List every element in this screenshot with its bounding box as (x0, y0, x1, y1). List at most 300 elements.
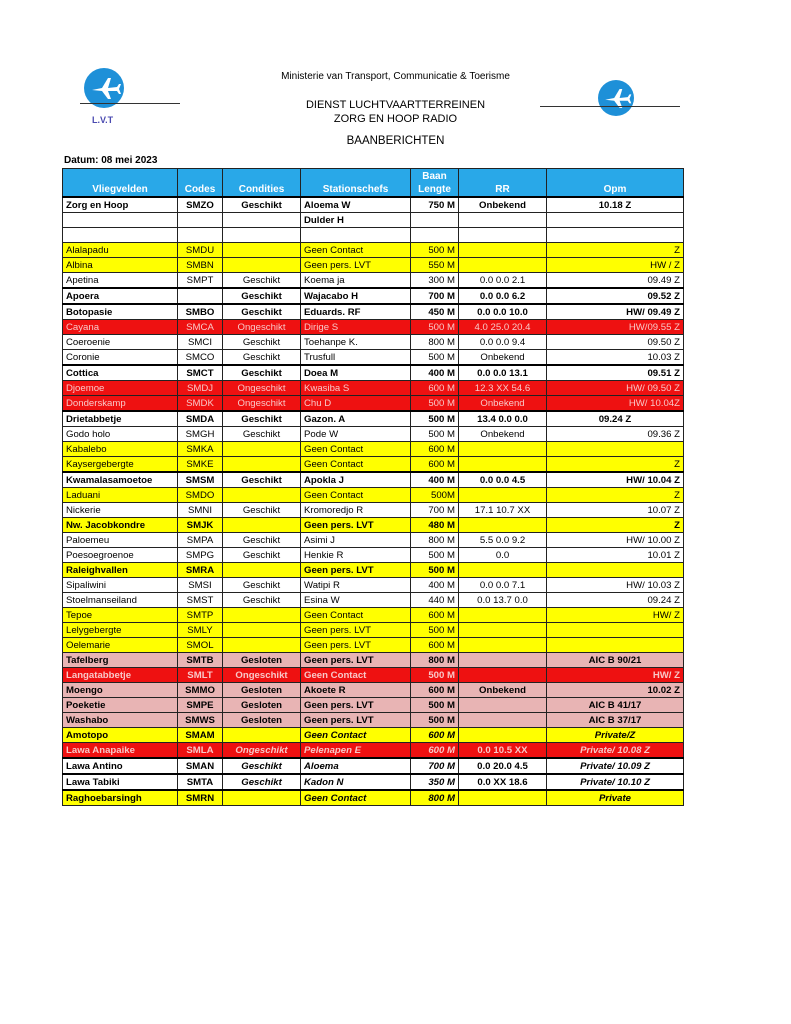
table-row (63, 457, 684, 473)
airfield-code: SMMO (178, 683, 223, 698)
remark: Private/ 10.10 Z (547, 774, 684, 790)
table-row (63, 197, 684, 213)
remark: 09.50 Z (547, 335, 684, 350)
airfield-name: Poeketie (63, 698, 178, 713)
airfield-code: SMDK (178, 396, 223, 412)
airfield-name: Coronie (63, 350, 178, 366)
table-row (63, 713, 684, 728)
airfield-name: Nickerie (63, 503, 178, 518)
airfield-name: Godo holo (63, 427, 178, 442)
station-chef: Asimi J (301, 533, 411, 548)
runway-length: 400 M (411, 472, 459, 488)
remark: AIC B 41/17 (547, 698, 684, 713)
table-row (63, 518, 684, 533)
airfield-name: Apetina (63, 273, 178, 289)
rainfall (459, 608, 547, 623)
remark: Z (547, 243, 684, 258)
condition: Ongeschikt (223, 743, 301, 759)
airfield-name: Raghoebarsingh (63, 790, 178, 806)
runway-length: 800 M (411, 790, 459, 806)
table-row (63, 213, 684, 228)
table-row (63, 668, 684, 683)
remark: AIC B 37/17 (547, 713, 684, 728)
remark: HW/ 10.04Z (547, 396, 684, 412)
table-row (63, 743, 684, 759)
condition: Geschikt (223, 503, 301, 518)
table-row (63, 472, 684, 488)
airfield-name: Washabo (63, 713, 178, 728)
condition (223, 623, 301, 638)
condition (223, 228, 301, 243)
rainfall: 0.0 10.5 XX (459, 743, 547, 759)
station-chef: Dirige S (301, 320, 411, 335)
rainfall: 0.0 (459, 548, 547, 563)
remark: Z (547, 457, 684, 473)
runway-length: 500 M (411, 396, 459, 412)
rainfall (459, 563, 547, 578)
rainfall (459, 698, 547, 713)
runway-length: 500M (411, 488, 459, 503)
page-title: BAANBERICHTEN (346, 135, 445, 147)
runway-length: 400 M (411, 578, 459, 593)
remark: Private (547, 790, 684, 806)
airfield-name: Raleighvallen (63, 563, 178, 578)
remark: 10.18 Z (547, 197, 684, 213)
table-row (63, 698, 684, 713)
condition: Ongeschikt (223, 396, 301, 412)
airfield-code (178, 288, 223, 304)
rainfall: 0.0 20.0 4.5 (459, 758, 547, 774)
rainfall: 0.0 0.0 4.5 (459, 472, 547, 488)
condition (223, 213, 301, 228)
remark: HW/ 10.03 Z (547, 578, 684, 593)
rainfall: Onbekend (459, 350, 547, 366)
airfield-code: SMTP (178, 608, 223, 623)
airfield-code: SMBO (178, 304, 223, 320)
airfield-code: SMSM (178, 472, 223, 488)
remark: Z (547, 488, 684, 503)
remark (547, 623, 684, 638)
rainfall: Onbekend (459, 197, 547, 213)
runway-length: 500 M (411, 548, 459, 563)
rainfall (459, 518, 547, 533)
rainfall: 17.1 10.7 XX (459, 503, 547, 518)
station-chef: Koema ja (301, 273, 411, 289)
runway-length: 600 M (411, 442, 459, 457)
table-row (63, 503, 684, 518)
runway-length: 600 M (411, 381, 459, 396)
rainfall: 12.3 XX 54.6 (459, 381, 547, 396)
rainfall (459, 258, 547, 273)
runway-length (411, 213, 459, 228)
col-header-condities: Condities (223, 183, 301, 197)
airfield-code: SMLT (178, 668, 223, 683)
condition: Ongeschikt (223, 381, 301, 396)
remark: 09.24 Z (547, 593, 684, 608)
rainfall: Onbekend (459, 396, 547, 412)
table-row (63, 381, 684, 396)
station-chef: Geen pers. LVT (301, 518, 411, 533)
station-chef: Pode W (301, 427, 411, 442)
airfield-name: Kabalebo (63, 442, 178, 457)
airfield-name (63, 228, 178, 243)
runway-length: 300 M (411, 273, 459, 289)
airfield-name: Poesoegroenoe (63, 548, 178, 563)
table-row (63, 442, 684, 457)
airfield-name: Laduani (63, 488, 178, 503)
table-row (63, 548, 684, 563)
col-header-baan: Baan (411, 169, 459, 184)
station-chef: Toehanpe K. (301, 335, 411, 350)
station-chef: Trusfull (301, 350, 411, 366)
remark: Z (547, 518, 684, 533)
airfield-code: SMRN (178, 790, 223, 806)
runway-length: 800 M (411, 653, 459, 668)
rainfall (459, 790, 547, 806)
condition (223, 442, 301, 457)
rainfall: 0.0 0.0 2.1 (459, 273, 547, 289)
remark (547, 228, 684, 243)
airfield-code: SMST (178, 593, 223, 608)
runway-length: 500 M (411, 623, 459, 638)
ministry-title: Ministerie van Transport, Communicatie & Toerisme (281, 71, 510, 82)
airfield-code: SMCO (178, 350, 223, 366)
condition: Geschikt (223, 273, 301, 289)
airfield-code (178, 228, 223, 243)
table-row (63, 335, 684, 350)
station-chef: Eduards. RF (301, 304, 411, 320)
airfield-name: Sipaliwini (63, 578, 178, 593)
remark: HW / Z (547, 258, 684, 273)
airfield-code: SMGH (178, 427, 223, 442)
station-chef: Geen pers. LVT (301, 698, 411, 713)
station-chef: Geen pers. LVT (301, 713, 411, 728)
table-row (63, 638, 684, 653)
station-chef: Pelenapen E (301, 743, 411, 759)
airfield-code: SMKE (178, 457, 223, 473)
table-row (63, 243, 684, 258)
table-row (63, 320, 684, 335)
condition (223, 258, 301, 273)
remark: 09.24 Z (547, 411, 684, 427)
runway-length: 700 M (411, 758, 459, 774)
runway-length: 500 M (411, 320, 459, 335)
condition: Geschikt (223, 578, 301, 593)
table-row (63, 728, 684, 743)
runway-length: 500 M (411, 713, 459, 728)
remark: HW/ 09.49 Z (547, 304, 684, 320)
table-row (63, 258, 684, 273)
airfield-code: SMTA (178, 774, 223, 790)
station-chef: Aloema W (301, 197, 411, 213)
rainfall: 0.0 0.0 10.0 (459, 304, 547, 320)
airfield-name: Oelemarie (63, 638, 178, 653)
rainfall: 0.0 0.0 9.4 (459, 335, 547, 350)
airfield-code: SMRA (178, 563, 223, 578)
condition (223, 608, 301, 623)
runway-length: 500 M (411, 411, 459, 427)
col-header-vliegvelden: Vliegvelden (63, 183, 178, 197)
condition: Gesloten (223, 698, 301, 713)
station-chef: Watipi R (301, 578, 411, 593)
remark: 10.03 Z (547, 350, 684, 366)
rainfall: 0.0 0.0 13.1 (459, 365, 547, 381)
remark: HW/ 10.04 Z (547, 472, 684, 488)
condition: Ongeschikt (223, 668, 301, 683)
rainfall (459, 668, 547, 683)
table-row (63, 396, 684, 412)
col-header-stationschefs: Stationschefs (301, 183, 411, 197)
col-header-codes: Codes (178, 183, 223, 197)
condition: Ongeschikt (223, 320, 301, 335)
condition (223, 243, 301, 258)
table-row (63, 488, 684, 503)
airfield-code: SMPA (178, 533, 223, 548)
rainfall: 4.0 25.0 20.4 (459, 320, 547, 335)
condition (223, 728, 301, 743)
airfield-name: Moengo (63, 683, 178, 698)
runway-length: 700 M (411, 288, 459, 304)
table-row (63, 653, 684, 668)
runway-length: 500 M (411, 668, 459, 683)
airfield-name: Kwamalasamoetoe (63, 472, 178, 488)
rainfall (459, 457, 547, 473)
remark: HW/ Z (547, 608, 684, 623)
remark (547, 563, 684, 578)
station-chef: Geen Contact (301, 457, 411, 473)
airfield-name: Drietabbetje (63, 411, 178, 427)
airfield-name: Djoemoe (63, 381, 178, 396)
runway-length: 350 M (411, 774, 459, 790)
runway-length: 800 M (411, 533, 459, 548)
report-date: Datum: 08 mei 2023 (64, 155, 158, 166)
station-chef: Geen pers. LVT (301, 563, 411, 578)
remark: HW/ 10.00 Z (547, 533, 684, 548)
remark: HW/ 09.50 Z (547, 381, 684, 396)
rainfall (459, 638, 547, 653)
airfield-code: SMWS (178, 713, 223, 728)
airfield-name: Tafelberg (63, 653, 178, 668)
station-chef: Geen pers. LVT (301, 653, 411, 668)
runway-length: 800 M (411, 335, 459, 350)
runway-length: 500 M (411, 243, 459, 258)
remark: 09.52 Z (547, 288, 684, 304)
airfield-name: Nw. Jacobkondre (63, 518, 178, 533)
rainfall: 0.0 13.7 0.0 (459, 593, 547, 608)
airfield-code: SMTB (178, 653, 223, 668)
airfield-name: Paloemeu (63, 533, 178, 548)
airfield-name: Botopasie (63, 304, 178, 320)
airfield-name: Alalapadu (63, 243, 178, 258)
table-row (63, 563, 684, 578)
col-header-opm: Opm (547, 183, 684, 197)
remark (547, 638, 684, 653)
rainfall (459, 653, 547, 668)
condition: Geschikt (223, 593, 301, 608)
rainfall (459, 213, 547, 228)
rainfall (459, 442, 547, 457)
table-row (63, 427, 684, 442)
condition: Geschikt (223, 350, 301, 366)
station-chef: Geen Contact (301, 488, 411, 503)
runway-length: 400 M (411, 365, 459, 381)
station-chef: Kromoredjo R (301, 503, 411, 518)
airfield-code: SMDU (178, 243, 223, 258)
table-row (63, 608, 684, 623)
airfield-name: Langatabbetje (63, 668, 178, 683)
airfield-code (178, 213, 223, 228)
condition (223, 457, 301, 473)
table-row (63, 411, 684, 427)
airfield-code: SMPE (178, 698, 223, 713)
table-row (63, 533, 684, 548)
station-chef: Geen Contact (301, 608, 411, 623)
table-row (63, 790, 684, 806)
station-chef: Esina W (301, 593, 411, 608)
table-row (63, 365, 684, 381)
remark: Private/ 10.08 Z (547, 743, 684, 759)
remark: Private/ 10.09 Z (547, 758, 684, 774)
runway-table (62, 168, 684, 806)
table-row (63, 228, 684, 243)
station-chef: Dulder H (301, 213, 411, 228)
remark: 09.51 Z (547, 365, 684, 381)
table-row (63, 273, 684, 289)
runway-length: 600 M (411, 743, 459, 759)
logo-caption: L.V.T (92, 115, 114, 125)
remark (547, 442, 684, 457)
condition: Geschikt (223, 427, 301, 442)
airfield-code: SMPT (178, 273, 223, 289)
condition: Geschikt (223, 758, 301, 774)
airfield-name: Albina (63, 258, 178, 273)
station-chef: Apokla J (301, 472, 411, 488)
runway-length: 600 M (411, 638, 459, 653)
rainfall (459, 623, 547, 638)
condition (223, 518, 301, 533)
runway-length: 550 M (411, 258, 459, 273)
condition (223, 790, 301, 806)
runway-length: 480 M (411, 518, 459, 533)
table-body (63, 197, 684, 806)
table-row (63, 304, 684, 320)
runway-length: 450 M (411, 304, 459, 320)
station-chef: Kwasiba S (301, 381, 411, 396)
station-chef: Aloema (301, 758, 411, 774)
airfield-code: SMLA (178, 743, 223, 759)
airfield-code: SMCT (178, 365, 223, 381)
remark: HW/ Z (547, 668, 684, 683)
station-chef: Kadon N (301, 774, 411, 790)
rainfall: Onbekend (459, 683, 547, 698)
table-row (63, 774, 684, 790)
airfield-code: SMPG (178, 548, 223, 563)
station-chef: Chu D (301, 396, 411, 412)
remark: Private/Z (547, 728, 684, 743)
airfield-name: Lelygebergte (63, 623, 178, 638)
airfield-name: Kaysergebergte (63, 457, 178, 473)
rainfall (459, 243, 547, 258)
runway-length: 500 M (411, 698, 459, 713)
airfield-name: Donderskamp (63, 396, 178, 412)
rainfall: 5.5 0.0 9.2 (459, 533, 547, 548)
airfield-code: SMCA (178, 320, 223, 335)
airfield-name: Stoelmanseiland (63, 593, 178, 608)
airfield-code: SMDA (178, 411, 223, 427)
runway-length: 600 M (411, 683, 459, 698)
condition: Gesloten (223, 683, 301, 698)
rainfall: 13.4 0.0 0.0 (459, 411, 547, 427)
rainfall (459, 713, 547, 728)
runway-length: 500 M (411, 350, 459, 366)
airfield-code: SMOL (178, 638, 223, 653)
rainfall (459, 228, 547, 243)
remark (547, 213, 684, 228)
table-row (63, 350, 684, 366)
condition: Geschikt (223, 365, 301, 381)
rainfall: 0.0 0.0 6.2 (459, 288, 547, 304)
condition (223, 563, 301, 578)
station-chef: Geen pers. LVT (301, 638, 411, 653)
rainfall (459, 728, 547, 743)
airfield-code: SMNI (178, 503, 223, 518)
table-row (63, 758, 684, 774)
airfield-code: SMSI (178, 578, 223, 593)
station-chef (301, 228, 411, 243)
runway-length: 600 M (411, 728, 459, 743)
condition: Gesloten (223, 713, 301, 728)
airfield-code: SMBN (178, 258, 223, 273)
condition: Geschikt (223, 774, 301, 790)
condition: Geschikt (223, 472, 301, 488)
runway-length (411, 228, 459, 243)
airfield-name: Amotopo (63, 728, 178, 743)
condition: Geschikt (223, 411, 301, 427)
station-chef: Geen Contact (301, 668, 411, 683)
airfield-code: SMZO (178, 197, 223, 213)
runway-length: 750 M (411, 197, 459, 213)
airfield-name: Tepoe (63, 608, 178, 623)
airfield-name: Coeroenie (63, 335, 178, 350)
airfield-code: SMJK (178, 518, 223, 533)
rainfall (459, 488, 547, 503)
table-row (63, 288, 684, 304)
col-header-lengte: Lengte (411, 183, 459, 197)
condition (223, 638, 301, 653)
remark: 10.02 Z (547, 683, 684, 698)
station-chef: Geen pers. LVT (301, 623, 411, 638)
rainfall: Onbekend (459, 427, 547, 442)
radio-title: ZORG EN HOOP RADIO (333, 113, 458, 125)
condition: Gesloten (223, 653, 301, 668)
station-chef: Geen Contact (301, 728, 411, 743)
airfield-code: SMAN (178, 758, 223, 774)
runway-length: 600 M (411, 608, 459, 623)
station-chef: Geen Contact (301, 442, 411, 457)
airfield-name: Zorg en Hoop (63, 197, 178, 213)
airfield-name: Lawa Tabiki (63, 774, 178, 790)
airfield-name: Cayana (63, 320, 178, 335)
rainfall: 0.0 0.0 7.1 (459, 578, 547, 593)
airfield-name: Lawa Antino (63, 758, 178, 774)
table-row (63, 623, 684, 638)
airfield-name: Lawa Anapaike (63, 743, 178, 759)
condition: Geschikt (223, 304, 301, 320)
remark: 09.49 Z (547, 273, 684, 289)
airfield-code: SMDO (178, 488, 223, 503)
station-chef: Henkie R (301, 548, 411, 563)
runway-length: 500 M (411, 563, 459, 578)
